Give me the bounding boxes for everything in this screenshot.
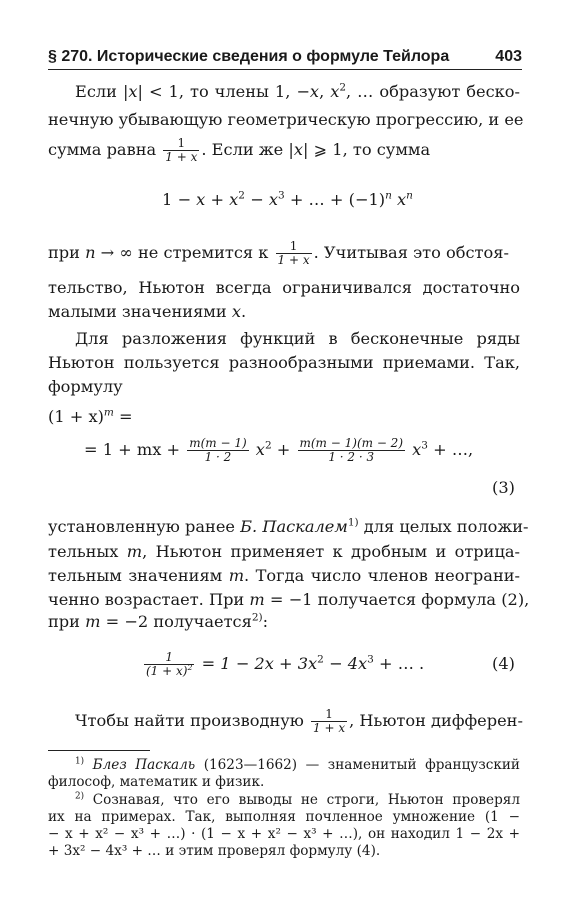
text: , <box>319 82 331 101</box>
para4-line2 <box>48 542 520 562</box>
text: для целых положи- <box>358 517 529 536</box>
exponent: m <box>103 406 114 419</box>
para1-line2: нечную убывающую геометрическую прогрессию, и ее <box>48 110 524 129</box>
fraction <box>298 437 406 464</box>
text: . Если же | <box>201 140 294 159</box>
para2-line1 <box>48 238 520 268</box>
footnote-2-line3: − x + x² − x³ + …) · (1 − x + x² − x³ + …), он находил 1 − 2x + <box>48 826 520 842</box>
text: установленную ранее <box>48 517 241 536</box>
text: = −2 получается <box>100 612 252 631</box>
text: − 4x <box>323 654 368 673</box>
fraction-numerator: m(m − 1) <box>189 436 247 450</box>
text: = −1 получается формула (2), <box>264 590 530 609</box>
var-m: m <box>228 566 245 585</box>
fraction-denominator: 1 · 2 · 3 <box>298 450 406 464</box>
formula-sum <box>162 190 413 210</box>
fraction-denominator: 1 · 2 <box>187 450 248 464</box>
footnote-rule <box>48 750 150 751</box>
text: малыми значениями <box>48 302 232 321</box>
text: , Ньютон применяет к дробным и отрица- <box>142 542 520 561</box>
text: ченно возрастает. При <box>48 590 250 609</box>
var-n: n <box>85 243 96 262</box>
var-x: x <box>128 82 138 101</box>
text: + <box>205 190 230 209</box>
text: : <box>262 612 269 631</box>
footnote-2-line2: их на примерах. Так, выполняя почленное умножение (1 − <box>48 809 520 825</box>
equation-number-4: (4) <box>492 654 515 673</box>
exponent: 2 <box>264 439 272 452</box>
formula3-lhs <box>48 407 133 427</box>
text: 1 − <box>162 190 197 209</box>
text: . Учитывая это обстоя- <box>313 243 509 262</box>
var-x: x <box>229 190 239 209</box>
text: + …, <box>427 440 474 459</box>
para3-line1: Для разложения функций в бесконечные ряды <box>75 329 520 348</box>
var-x: x <box>196 190 206 209</box>
exponent: 3 <box>367 653 374 666</box>
text: + … + (−1) <box>284 190 386 209</box>
exponent: n <box>385 189 392 202</box>
para4-line4 <box>48 590 530 610</box>
text: , Ньютон дифферен- <box>349 711 523 730</box>
fraction-denominator <box>144 664 194 678</box>
fraction <box>187 437 248 464</box>
text: тельным значениям <box>48 566 229 585</box>
var-x: x <box>397 190 407 209</box>
formula3-rhs <box>84 432 473 468</box>
para1-line1 <box>75 82 520 102</box>
footnote-2-line1 <box>75 792 520 809</box>
text: = <box>113 407 133 426</box>
text: = 1 + mx + <box>84 440 186 459</box>
fraction-numerator: m(m − 1)(m − 2) <box>299 436 403 450</box>
text: Чтобы найти производную <box>75 711 304 730</box>
text: (1 + x) <box>146 664 188 678</box>
text: x <box>407 440 422 459</box>
person-name: Блез Паскаль <box>92 757 196 773</box>
text: → ∞ не стремится к <box>95 243 269 262</box>
exponent: n <box>406 189 413 202</box>
footnote-ref: 1) <box>347 516 359 529</box>
var-m: m <box>249 590 265 609</box>
exponent: 3 <box>278 189 285 202</box>
para4-line3 <box>48 566 520 586</box>
para2-line3 <box>48 302 246 322</box>
text: сумма равна <box>48 140 157 159</box>
exponent: 2 <box>339 81 347 94</box>
footnote-mark: 2) <box>75 791 85 802</box>
text: . <box>240 302 247 321</box>
header-rule <box>48 69 522 70</box>
var-x: x <box>309 82 320 101</box>
text: x <box>250 440 265 459</box>
fraction <box>144 651 194 678</box>
footnote-mark: 1) <box>75 756 85 767</box>
fraction-numerator: 1 <box>177 136 186 150</box>
text: (1623—1662) — знаменитый французский <box>195 757 520 773</box>
var-m: m <box>85 612 101 631</box>
para5-line1 <box>75 706 523 736</box>
running-header <box>48 48 522 70</box>
fraction-denominator: 1 + x <box>313 721 346 735</box>
para4-line5 <box>48 612 268 632</box>
para1-line3 <box>48 135 520 165</box>
fraction-numerator: 1 <box>165 650 174 664</box>
var-x: x <box>231 302 241 321</box>
fraction <box>163 137 199 164</box>
text: − <box>245 190 269 209</box>
text: | ⩾ 1, то сумма <box>303 140 431 159</box>
fraction <box>311 708 347 735</box>
text: (1 + x) <box>48 407 104 426</box>
equation-number-3: (3) <box>492 478 515 497</box>
footnote-2-line4: + 3x² − 4x³ + … и этим проверял формулу (4). <box>48 843 381 859</box>
var-x: x <box>268 190 278 209</box>
text: Если | <box>75 82 129 101</box>
fraction-denominator: 1 + x <box>165 150 198 164</box>
fraction <box>276 240 312 267</box>
text: при <box>48 243 86 262</box>
fraction-numerator: 1 <box>289 239 298 253</box>
var-x: x <box>330 82 340 101</box>
person-name: Б. Паскалем <box>240 517 348 536</box>
formula4 <box>142 645 424 683</box>
text: тельных <box>48 542 127 561</box>
para3-line2: Ньютон пользуется разнообразными приемами. Так, <box>48 353 520 372</box>
exponent: 2 <box>238 189 245 202</box>
text: , … образуют беско- <box>346 82 520 101</box>
page-number: 403 <box>495 48 522 65</box>
exponent: 2 <box>317 653 324 666</box>
fraction-numerator: 1 <box>325 707 333 721</box>
text: при <box>48 612 86 631</box>
text: + … . <box>373 654 425 673</box>
footnote-ref: 2) <box>251 611 263 624</box>
var-x: x <box>293 140 303 159</box>
text: | < 1, то члены 1, − <box>137 82 310 101</box>
para4-line1 <box>48 516 529 537</box>
fraction-denominator: 1 + x <box>277 253 310 267</box>
text: . Тогда число членов неограни- <box>244 566 520 585</box>
text: + <box>271 440 296 459</box>
footnote-1-line2: философ, математик и физик. <box>48 774 265 790</box>
text: Сознавая, что его выводы не строги, Ньютон проверял <box>84 792 520 808</box>
section-title: § 270. Исторические сведения о формуле Тейлора <box>48 48 450 65</box>
exponent: 2 <box>187 663 193 672</box>
para2-line2: тельство, Ньютон всегда ограничивался достаточно <box>48 278 520 297</box>
footnote-1-line1 <box>75 757 520 774</box>
var-m: m <box>126 542 143 561</box>
text: = 1 − 2x + 3x <box>196 654 318 673</box>
exponent: 3 <box>421 439 428 452</box>
para3-line3: формулу <box>48 377 123 396</box>
